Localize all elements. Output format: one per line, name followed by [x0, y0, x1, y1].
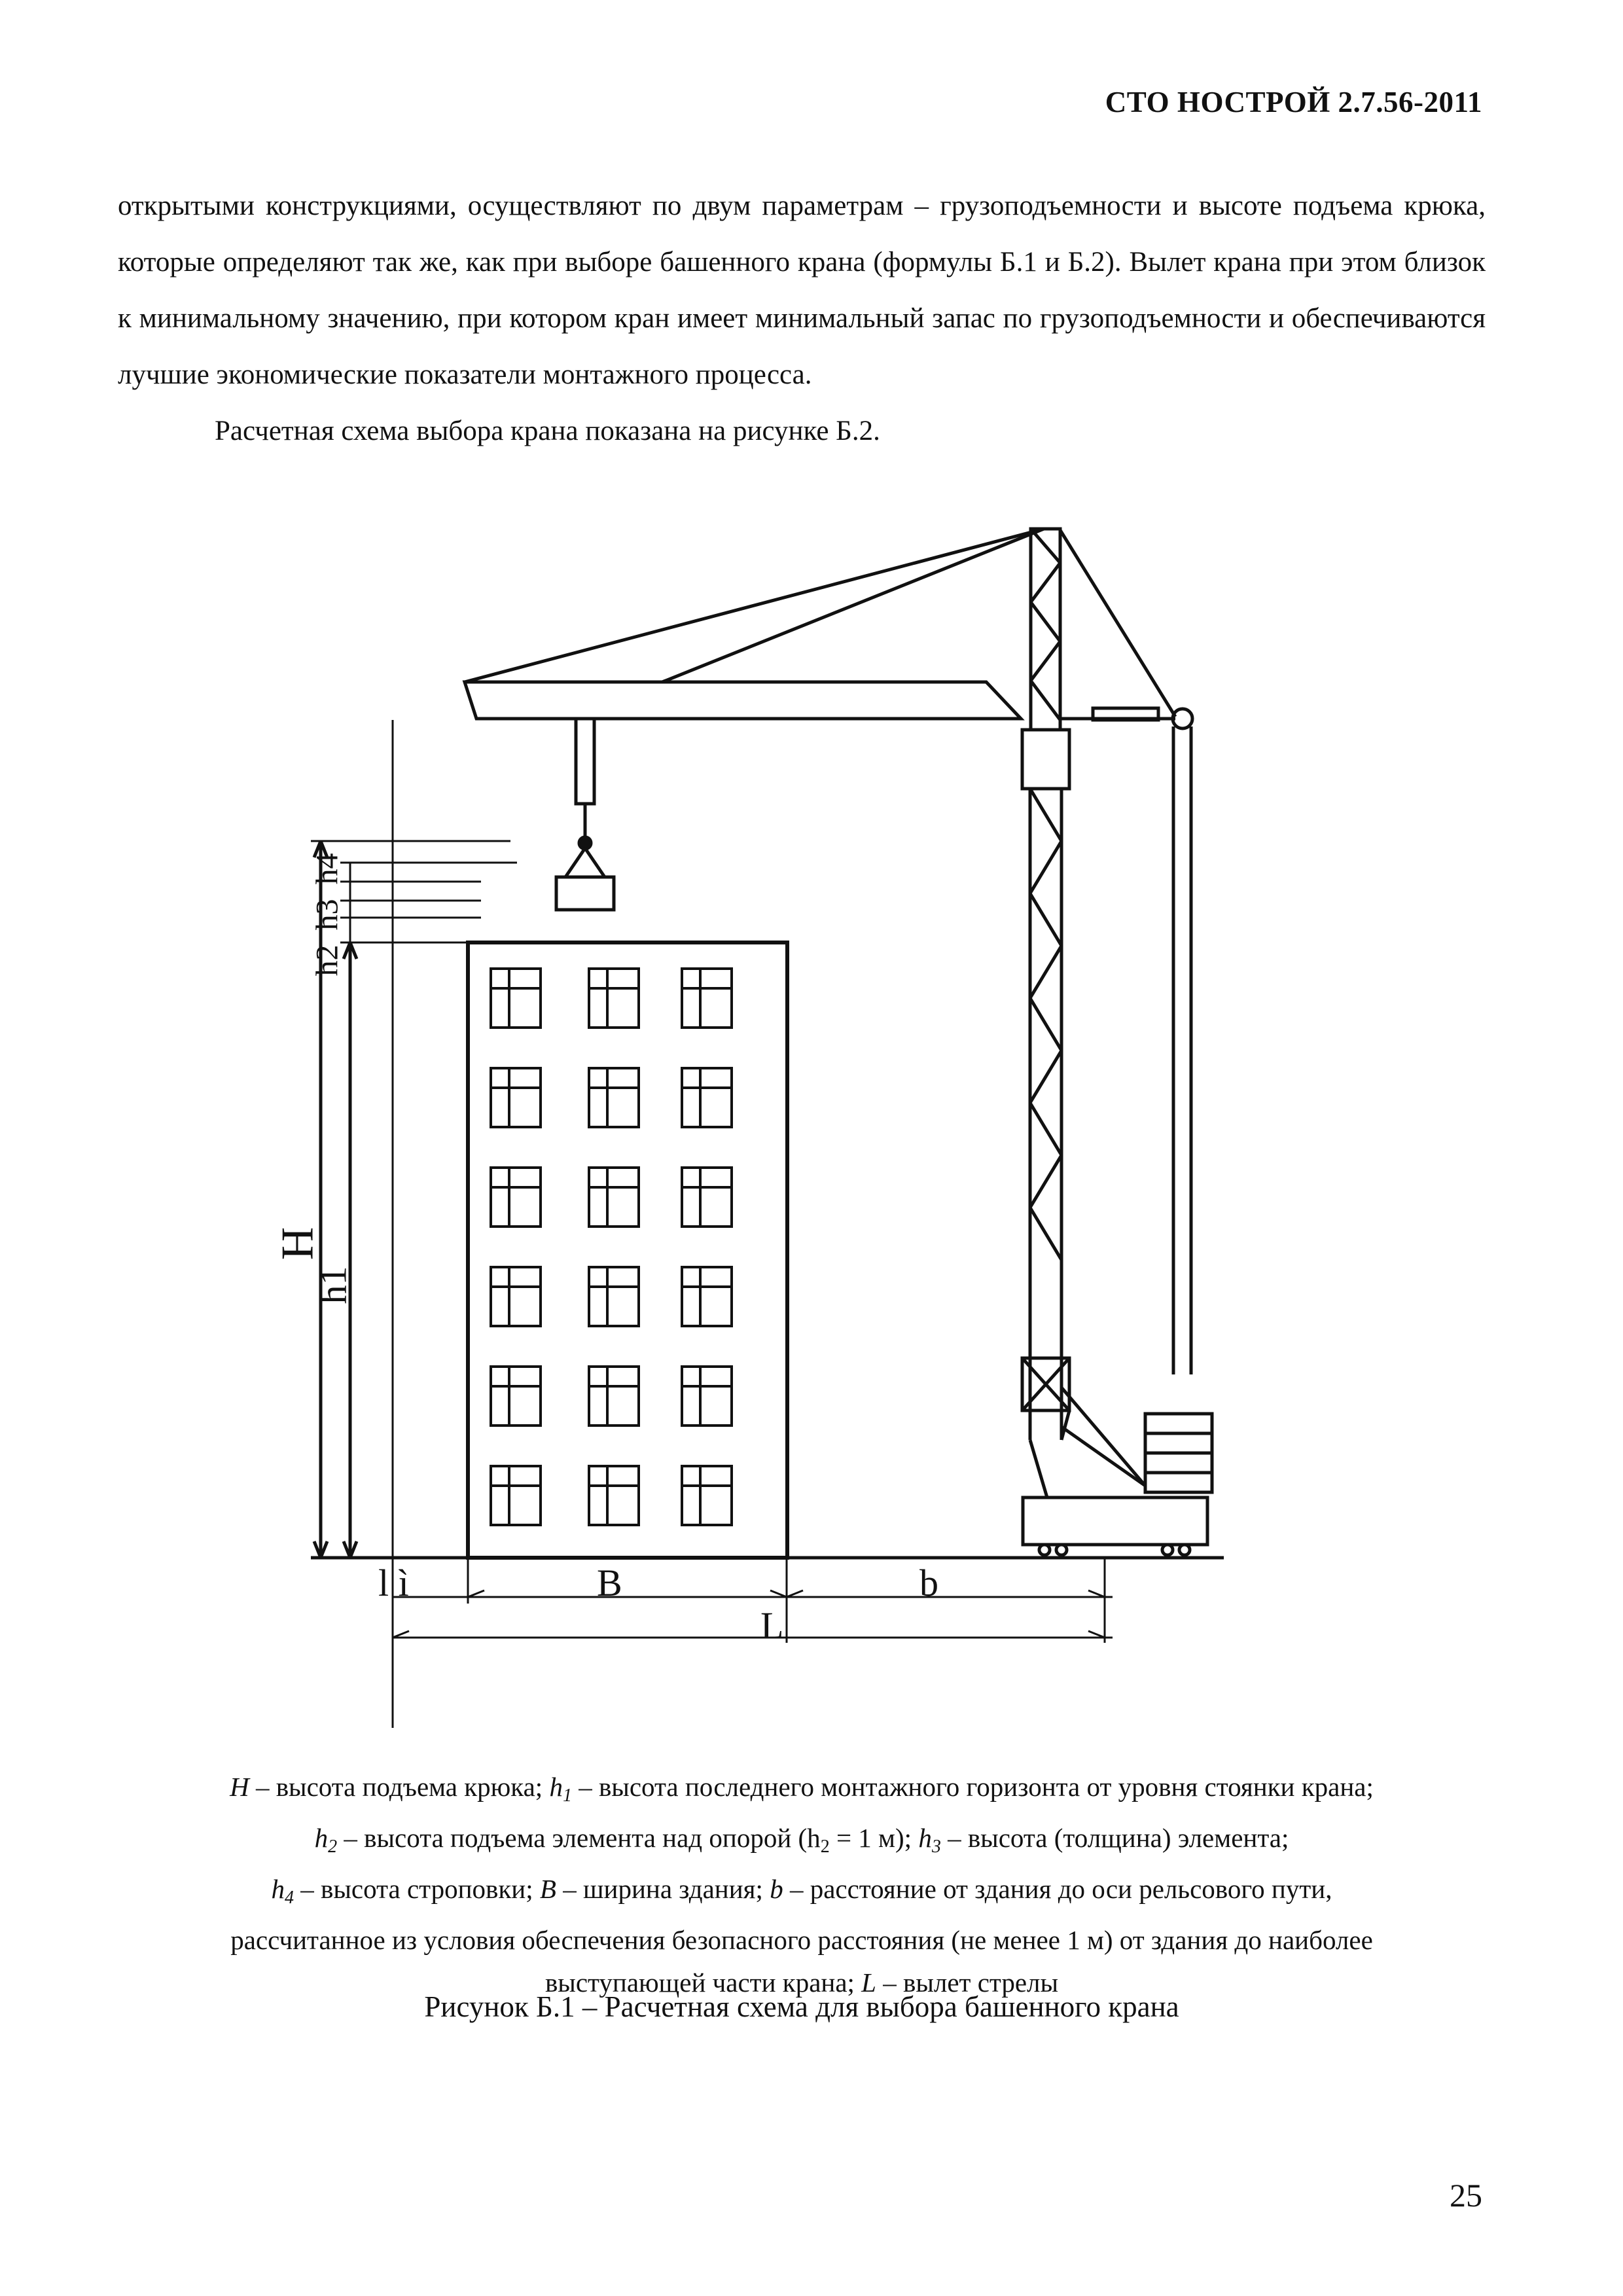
- legend-text: – высота подъема крюка;: [249, 1772, 550, 1802]
- mast-lattice: [1030, 789, 1061, 1260]
- legend-text: – вылет стрелы: [876, 1967, 1059, 1998]
- legend-symbol-h: h: [918, 1823, 932, 1853]
- window: [682, 1466, 732, 1525]
- label-h3: h3: [310, 899, 345, 931]
- legend-symbol-B: B: [539, 1874, 556, 1904]
- label-B: B: [597, 1562, 622, 1604]
- legend-text: = 1 м);: [829, 1823, 919, 1853]
- legend-text: выступающей части крана;: [544, 1967, 862, 1998]
- legend-symbol-L: L: [861, 1967, 876, 1998]
- label-l1: l ì: [378, 1562, 409, 1604]
- label-h2: h2: [310, 944, 345, 977]
- legend-symbol-b: b: [770, 1874, 783, 1904]
- figure-caption: Рисунок Б.1 – Расчетная схема для выбора башенного крана: [424, 1990, 1179, 2023]
- load-element: [556, 877, 614, 910]
- legend-symbol-H: H: [230, 1772, 249, 1802]
- window: [589, 969, 639, 1028]
- hook-block: [576, 719, 594, 804]
- legend-subscript: 1: [562, 1785, 572, 1806]
- legend-symbol-h: h: [314, 1823, 329, 1853]
- legend-text: – расстояние от здания до оси рельсового пути,: [783, 1874, 1332, 1904]
- counter-stay: [1060, 530, 1175, 717]
- window: [682, 1267, 732, 1326]
- body-text: [118, 178, 1486, 459]
- window: [491, 1466, 541, 1525]
- tower-crane-drawing: [294, 511, 1276, 1728]
- legend-line-2: [118, 1817, 1486, 1868]
- jib-tie-outer: [465, 529, 1044, 682]
- window: [682, 969, 732, 1028]
- legend-subscript: 2: [820, 1837, 830, 1857]
- legend-subscript: 3: [931, 1837, 941, 1857]
- counterweight-stack: [1145, 1414, 1212, 1492]
- window: [491, 1068, 541, 1127]
- legend-text: – высота (толщина) элемента;: [940, 1823, 1289, 1853]
- crane-chassis: [1023, 1498, 1207, 1545]
- window: [589, 1466, 639, 1525]
- label-L: L: [760, 1604, 784, 1647]
- window: [491, 1168, 541, 1227]
- paragraph-figure-reference: Расчетная схема выбора крана показана на рисунке Б.2.: [215, 416, 880, 446]
- window: [491, 969, 541, 1028]
- window: [589, 1367, 639, 1426]
- label-H: H: [272, 1227, 323, 1261]
- legend-subscript: 2: [328, 1837, 338, 1857]
- rear-sheave: [1173, 709, 1192, 728]
- window: [682, 1068, 732, 1127]
- page-number: 25: [1450, 2177, 1482, 2214]
- label-h4: h4: [310, 853, 345, 885]
- building-windows: [491, 969, 732, 1525]
- window: [589, 1267, 639, 1326]
- legend-symbol-h: h: [271, 1874, 285, 1904]
- legend-line-1: [118, 1766, 1486, 1817]
- legend-line-4: рассчитанное из условия обеспечения безопасного расстояния (не менее 1 м) от здания до наиболее: [230, 1925, 1373, 1955]
- window: [491, 1267, 541, 1326]
- jib-tie-inner: [662, 529, 1044, 682]
- label-b: b: [919, 1562, 938, 1604]
- window: [682, 1168, 732, 1227]
- legend-subscript: 4: [285, 1888, 294, 1908]
- tower-crane-diagram: [272, 511, 1276, 1728]
- label-h1: h1: [312, 1266, 355, 1304]
- figure-legend: [118, 1766, 1486, 2004]
- slewing-cab: [1022, 730, 1069, 789]
- legend-text: – высота подъема элемента над опорой (h: [337, 1823, 821, 1853]
- hook: [579, 837, 591, 849]
- legend-text: – ширина здания;: [556, 1874, 770, 1904]
- legend-text: – высота последнего монтажного горизонта от уровня стоянки крана;: [571, 1772, 1374, 1802]
- crane-jib: [465, 682, 1021, 719]
- window: [491, 1367, 541, 1426]
- document-code-header: СТО НОСТРОЙ 2.7.56-2011: [1105, 86, 1482, 118]
- legend-symbol-h: h: [549, 1772, 563, 1802]
- legend-line-3: [118, 1868, 1486, 1919]
- window: [589, 1168, 639, 1227]
- window: [682, 1367, 732, 1426]
- paragraph-continuation: открытыми конструкциями, осуществляют по двум параметрам – грузоподъемности и высоте подъема крюка, которые определяют так же, как при выборе башенного крана (формулы Б.1 и Б.2). Вылет крана при этом близок к минимальному значению, при котором кран имеет минимальный запас по грузоподъемности и обеспечиваются лучшие экономические показатели монтажного процесса.: [118, 190, 1486, 390]
- window: [589, 1068, 639, 1127]
- legend-text: – высота строповки;: [294, 1874, 540, 1904]
